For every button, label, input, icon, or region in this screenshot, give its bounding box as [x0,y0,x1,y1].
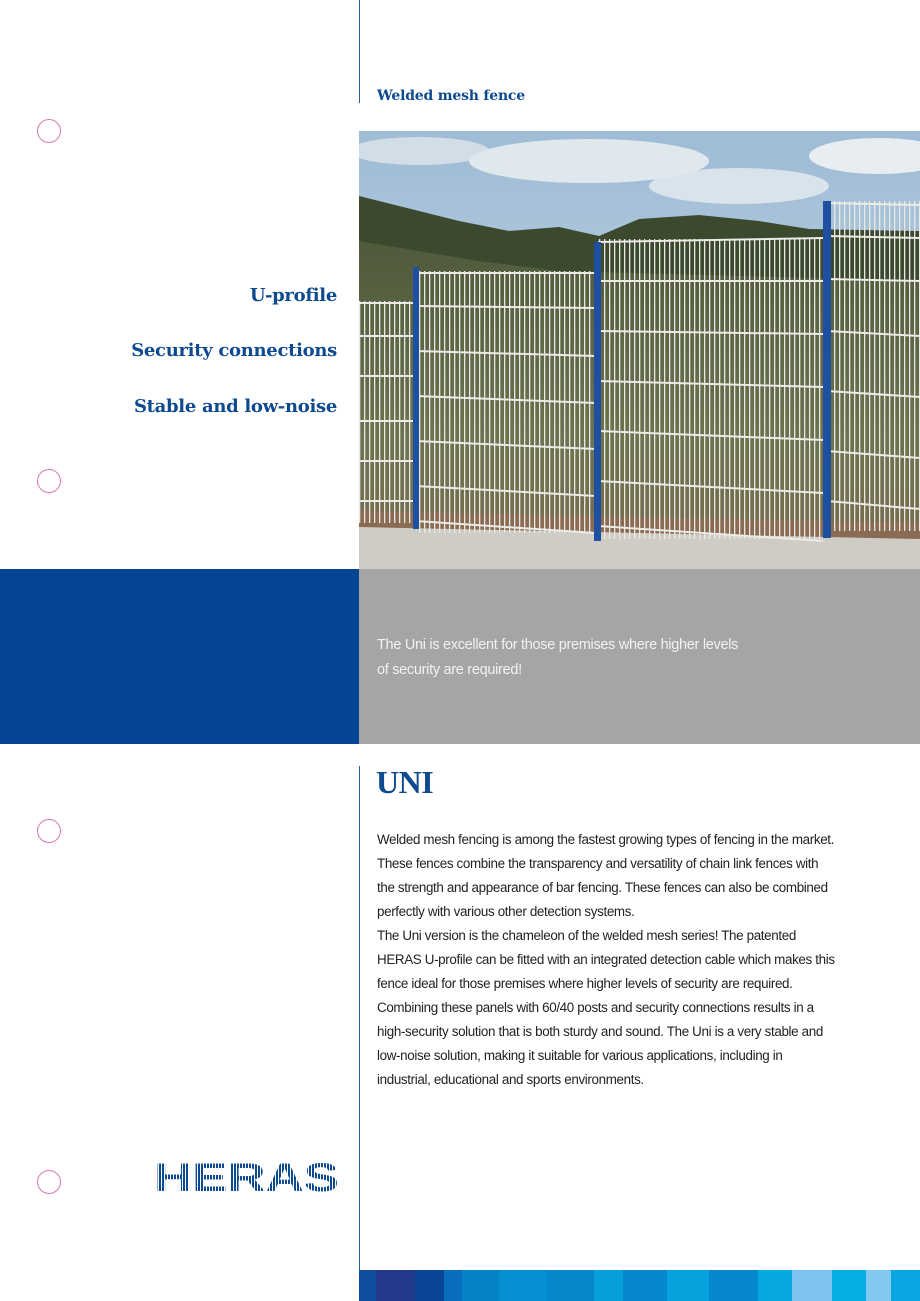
feature-security-connections: Security connections [131,340,337,361]
heras-logo [153,1160,340,1196]
article-paragraph: Welded mesh fencing is among the fastest growing types of fencing in the market. [377,832,835,847]
tagline [377,633,797,683]
feature-stable-low-noise: Stable and low-noise [133,396,337,417]
article-body [377,828,837,1092]
punch-hole-icon [37,469,61,493]
punch-hole-icon [37,819,61,843]
article-paragraph: These fences combine the transparency and versatility of chain link fences with the strength and appearance of bar fencing. These fences can also be combined perfectly with various other detection systems. [377,856,828,919]
article-title: UNI [376,764,434,800]
feature-u-profile: U-profile [249,285,337,306]
divider-line-top [359,0,360,103]
punch-hole-icon [37,1170,61,1194]
article-paragraph: The Uni version is the chameleon of the welded mesh series! The patented HERAS U-profile can be fitted with an integrated detection cable which makes this fence ideal for those premises where higher levels of security are required. [377,928,835,991]
decorative-color-stripe [359,1270,920,1301]
divider-line-bottom [359,766,360,1270]
brand-color-block [0,569,359,744]
tagline-line-2: of security are required! [377,662,522,678]
fence-photo [359,131,920,569]
punch-hole-icon [37,119,61,143]
article-paragraph: Combining these panels with 60/40 posts and security connections results in a high-security solution that is both sturdy and sound. The Uni is a very stable and low-noise solution, making it suitable for various applications, including in industrial, educational and sports environments. [377,1000,823,1087]
section-label: Welded mesh fence [377,88,525,104]
tagline-line-1: The Uni is excellent for those premises where higher levels [377,637,739,653]
